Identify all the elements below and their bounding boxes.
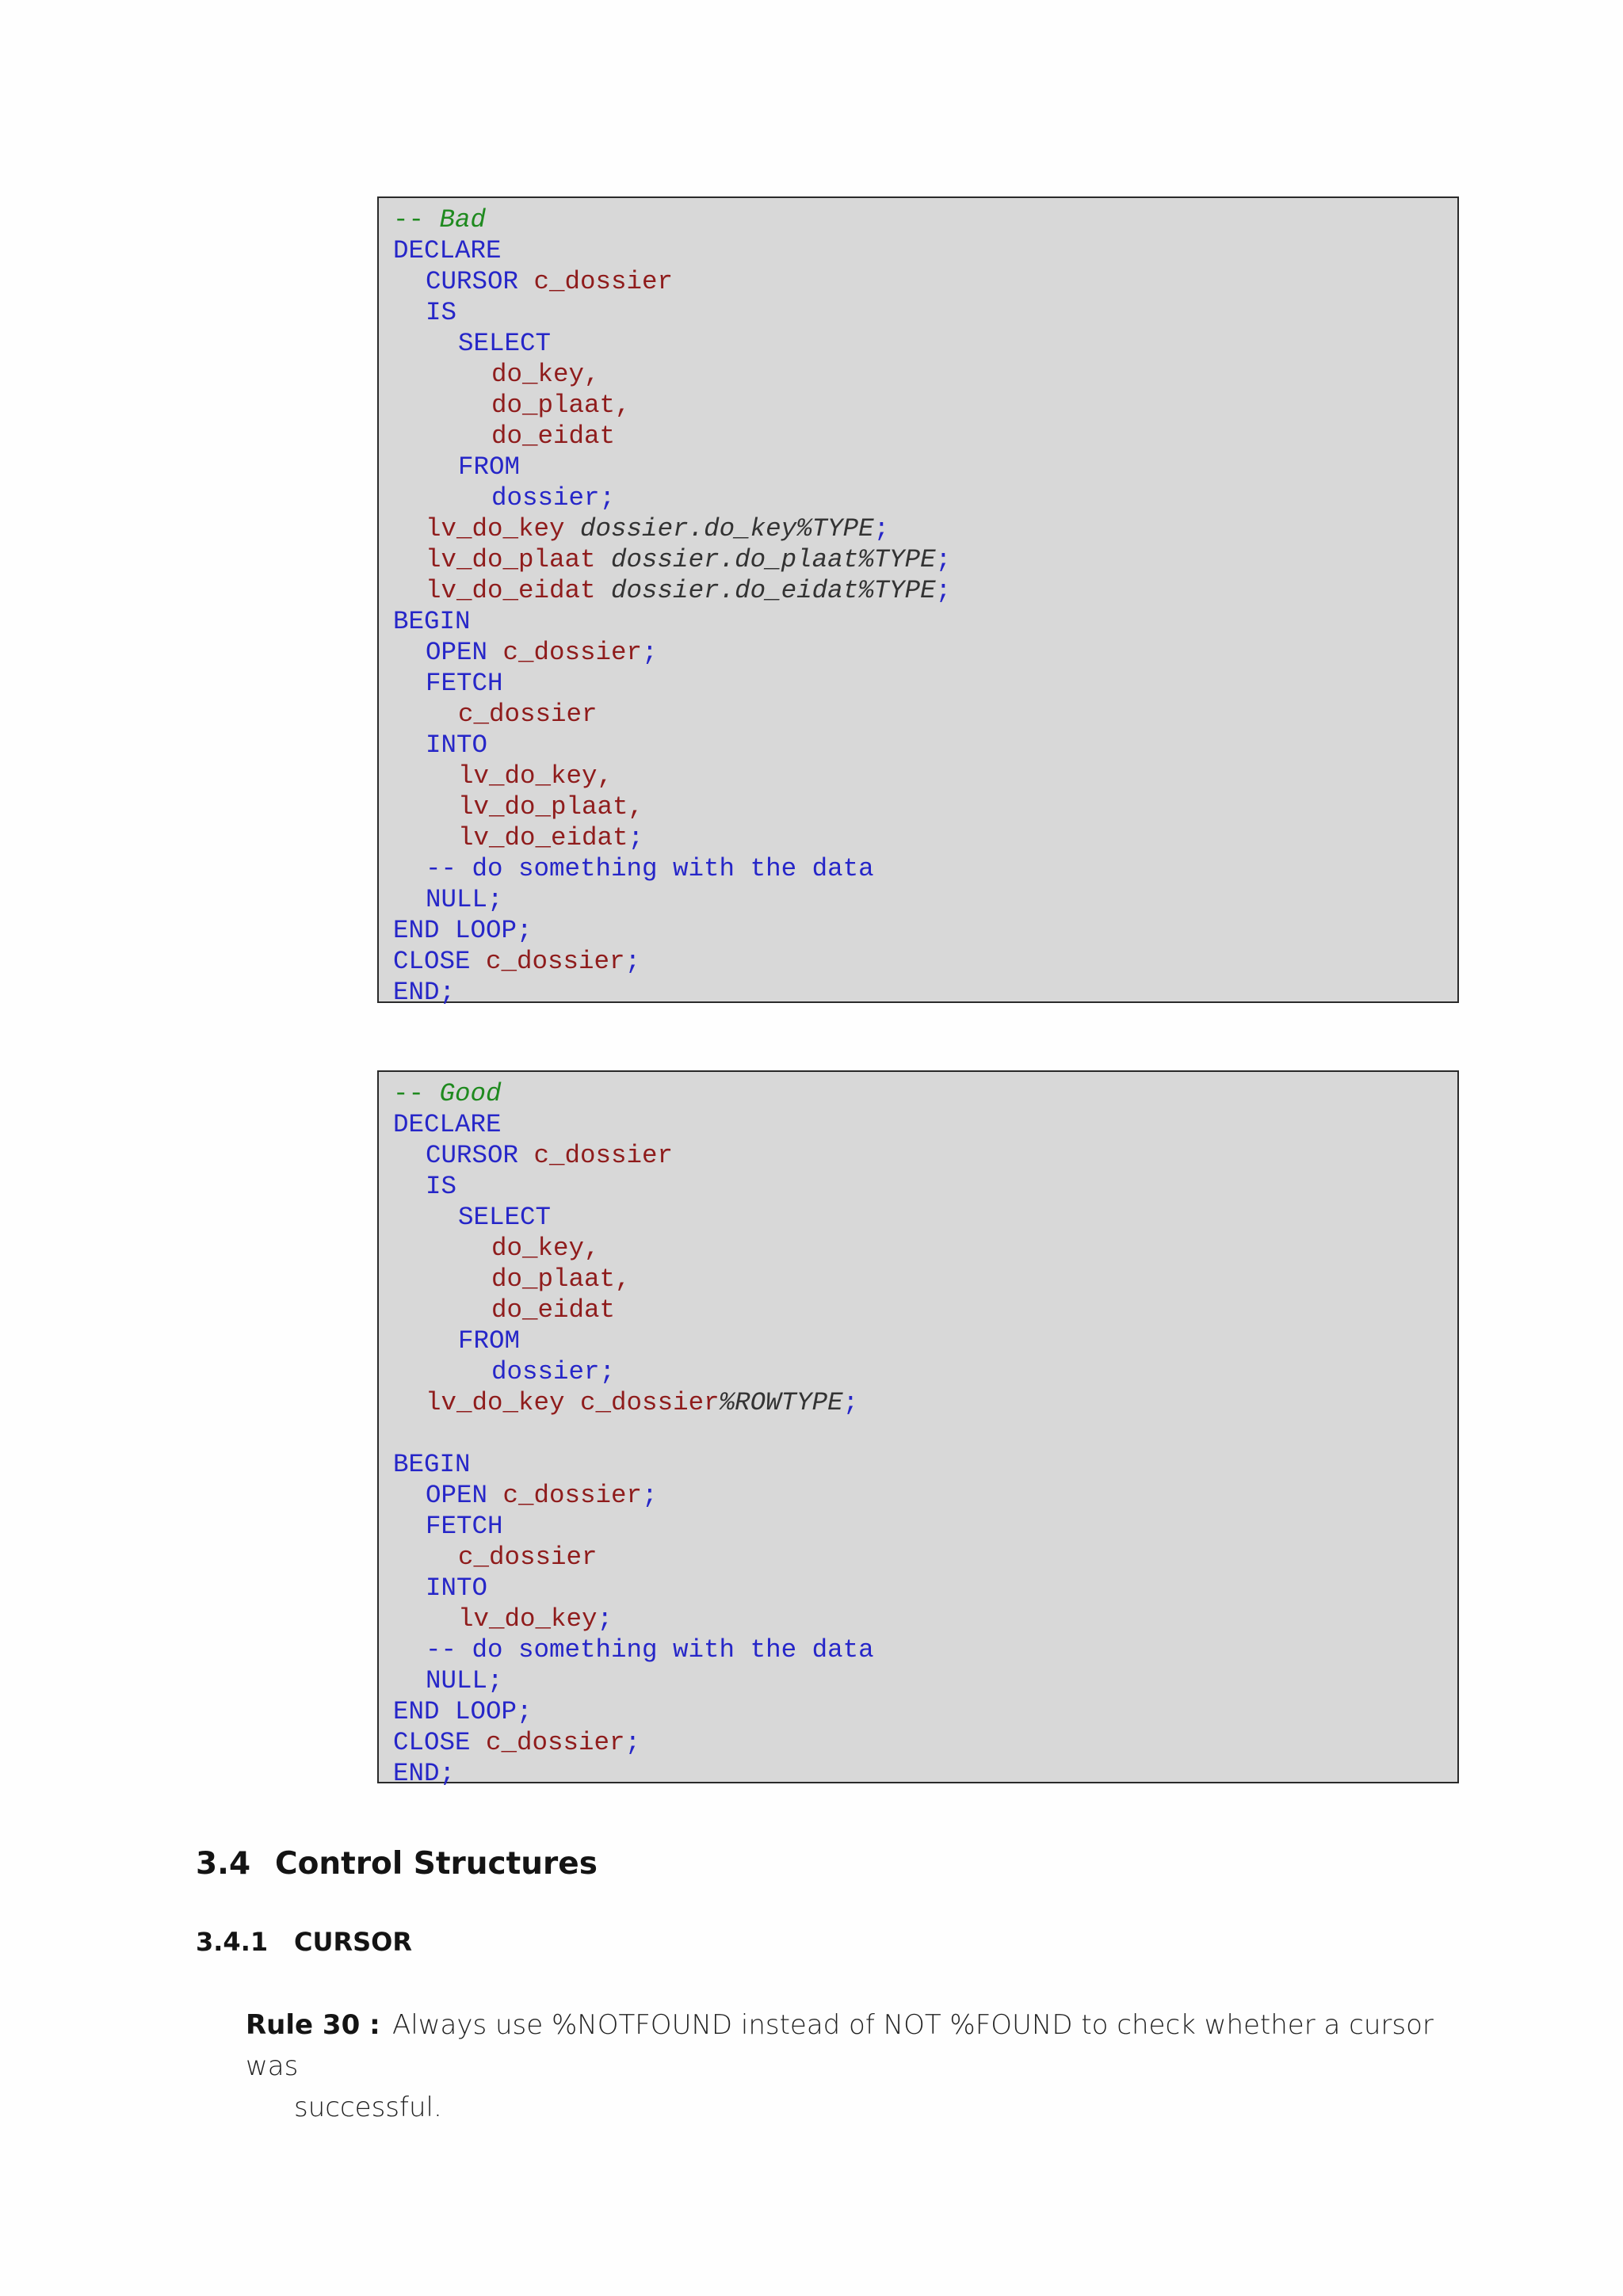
code-line: do_eidat <box>491 1295 616 1325</box>
code-line <box>393 1140 1457 1171</box>
code-line: -- do something with the data <box>426 1635 874 1665</box>
rule-paragraph <box>246 2004 1482 2128</box>
code-line: DECLARE <box>393 236 502 265</box>
code-line: BEGIN <box>393 607 471 636</box>
semicolon: ; <box>842 1388 859 1417</box>
code-line: IS <box>426 298 457 327</box>
code-line <box>393 575 1457 606</box>
code-line: NULL; <box>426 885 503 914</box>
code-line: INTO <box>426 1573 488 1603</box>
code-line: END; <box>393 1759 456 1788</box>
code-line: BEGIN <box>393 1450 471 1479</box>
code-line: lv_do_plaat, <box>458 792 644 822</box>
code-line: lv_do_key, <box>458 761 613 791</box>
code-line <box>393 513 1457 544</box>
subsection-title: CURSOR <box>294 1927 412 1957</box>
semicolon: ; <box>597 1604 613 1634</box>
code-line: do_plaat, <box>491 391 631 420</box>
identifier: lv_do_plaat <box>426 545 612 574</box>
code-line-blank <box>393 1418 1457 1449</box>
code-line: -- do something with the data <box>426 854 874 883</box>
identifier: c_dossier <box>502 638 643 667</box>
section-number: 3.4 <box>196 1846 251 1882</box>
identifier: c_dossier <box>533 267 674 296</box>
code-line: INTO <box>426 730 488 760</box>
code-line: FETCH <box>426 1512 503 1541</box>
rule-first-line <box>246 2004 1482 2087</box>
type-ref: dossier.do_plaat%TYPE <box>611 545 936 574</box>
identifier: c_dossier <box>580 1388 720 1417</box>
code-line: END LOOP; <box>393 916 533 945</box>
code-line <box>393 1480 1457 1511</box>
identifier: c_dossier <box>502 1481 643 1510</box>
code-line: SELECT <box>458 329 552 358</box>
code-line: do_key, <box>491 1234 600 1263</box>
code-line: dossier; <box>491 1357 616 1386</box>
code-line: FROM <box>458 452 521 482</box>
rule-label: Rule 30 : <box>246 2009 380 2041</box>
identifier: lv_do_key <box>426 514 581 543</box>
keyword: OPEN <box>426 638 503 667</box>
code-block-bad <box>377 196 1459 1007</box>
keyword: OPEN <box>426 1481 503 1510</box>
code-line <box>393 946 1457 977</box>
code-line: IS <box>426 1172 457 1201</box>
semicolon: ; <box>935 576 952 605</box>
code-line <box>393 1387 1457 1418</box>
code-line: do_key, <box>491 360 600 389</box>
code-line: do_plaat, <box>491 1264 631 1294</box>
keyword: CLOSE <box>393 1728 487 1757</box>
identifier: c_dossier <box>533 1141 674 1170</box>
code-line: DECLARE <box>393 1110 502 1139</box>
identifier: lv_do_eidat <box>426 576 612 605</box>
semicolon: ; <box>935 545 952 574</box>
semicolon: ; <box>624 1728 641 1757</box>
code-line: NULL; <box>426 1666 503 1695</box>
code-line <box>393 266 1457 297</box>
code-line <box>393 1604 1457 1634</box>
code-line: dossier; <box>491 483 616 513</box>
comment-label: Bad <box>439 205 487 235</box>
semicolon: ; <box>624 947 641 976</box>
keyword: CURSOR <box>426 1141 534 1170</box>
type-ref: %ROWTYPE <box>719 1388 843 1417</box>
code-line: do_eidat <box>491 421 616 451</box>
code-line <box>393 1078 1457 1109</box>
code-line <box>393 1727 1457 1758</box>
semicolon: ; <box>642 1481 658 1510</box>
code-line <box>393 204 1457 235</box>
code-line <box>393 822 1457 853</box>
code-line: c_dossier <box>458 700 598 729</box>
identifier: lv_do_key <box>426 1388 581 1417</box>
rule-text-continuation: successful. <box>294 2092 442 2123</box>
identifier: c_dossier <box>486 1728 625 1757</box>
comment-dash: -- <box>393 1079 440 1108</box>
identifier: c_dossier <box>486 947 625 976</box>
comment-dash: -- <box>393 205 440 235</box>
semicolon: ; <box>873 514 890 543</box>
code-line: SELECT <box>458 1203 552 1232</box>
code-block-good <box>377 1070 1459 1788</box>
keyword: CURSOR <box>426 267 534 296</box>
semicolon: ; <box>642 638 658 667</box>
identifier: lv_do_key <box>458 1604 598 1634</box>
code-line: FROM <box>458 1326 521 1356</box>
subsection-number: 3.4.1 <box>196 1927 269 1957</box>
code-line: c_dossier <box>458 1543 598 1572</box>
code-line: END; <box>393 978 456 1007</box>
keyword: CLOSE <box>393 947 487 976</box>
type-ref: dossier.do_key%TYPE <box>580 514 874 543</box>
code-line: END LOOP; <box>393 1697 533 1726</box>
semicolon: ; <box>628 823 644 852</box>
code-line <box>393 637 1457 668</box>
rule-text: Always use %NOTFOUND instead of NOT %FOUND to check whether a cursor was <box>246 2009 1434 2082</box>
code-line <box>393 544 1457 575</box>
type-ref: dossier.do_eidat%TYPE <box>611 576 936 605</box>
comment-label: Good <box>439 1079 502 1108</box>
identifier: lv_do_eidat <box>458 823 628 852</box>
section-heading <box>196 1846 598 1882</box>
subsection-heading <box>196 1927 412 1957</box>
code-line: FETCH <box>426 669 503 698</box>
section-title: Control Structures <box>275 1846 598 1882</box>
